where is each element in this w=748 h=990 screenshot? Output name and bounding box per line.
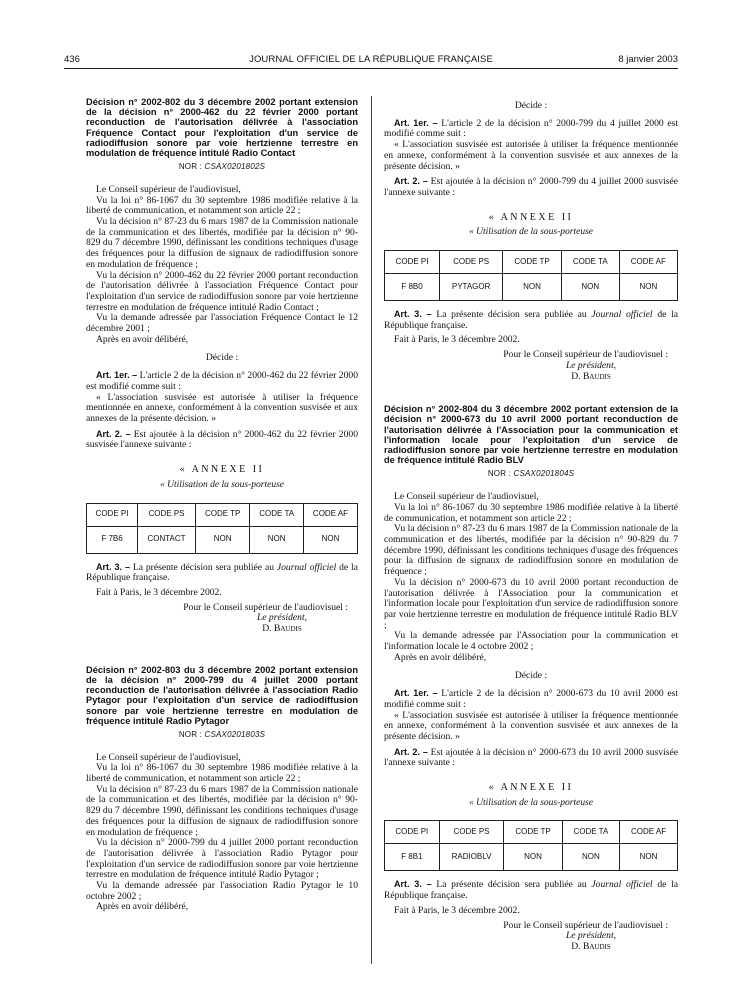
nor-code: CSAX0201803S [204,729,266,739]
paragraph: Vu la décision n° 87-23 du 6 mars 1987 de la Commission nationale de la communication et des libertés, modifiée par la décision n° 90-829 du 7 décembre 1990, définissant les conditions techniques d'usage des fréquences pour la diffusion de signaux de radiodiffusion sonore en modulation de fréquence ; [86,216,358,270]
article-label: Art. 2. – [394,176,428,187]
article-1 [86,370,358,392]
decision-title: Décision n° 2002-803 du 3 décembre 2002 portant extension de la décision n° 2000-799 du 4 juillet 2000 portant reconduction de l'autorisation délivrée à l'association Radio Pytagor pour l'exploitation d'un service de radiodiffusion sonore par voie hertzienne terrestre en modulation de fréquence intitulé Radio Pytagor [86,664,358,726]
decide-heading: Décide : [205,352,239,364]
article-3 [86,562,358,584]
table-row [385,274,678,301]
article-3 [384,879,678,901]
table-header-cell: CODE TP [504,821,562,844]
journal-title: JOURNAL OFFICIEL DE LA RÉPUBLIQUE FRANÇAISE [249,54,493,65]
paragraph: Vu la décision n° 2000-462 du 22 février 2000 portant reconduction de l'autorisation délivrée à l'association Fréquence Contact pour l'exploitation d'un service de radiodiffusion sonore par voie hertzienne terrestre en modulation de fréquence intitulé Radio Contact ; [86,269,358,313]
decision-title: Décision n° 2002-804 du 3 décembre 2002 portant extension de la décision n° 2000-673 du 10 avril 2000 portant reconduction de l'autorisation délivrée à l'Association pour la communication et l'information locale pour l'exploitation d'un service de radiodiffusion sonore par voie hertzienne terrestre en modulation de fréquence intitulé Radio BLV [384,404,678,466]
article-text: Est ajoutée à la décision n° 2000-799 du 4 juillet 2000 susvisée l'annexe suivante : [384,176,678,198]
annexe-subtitle: « Utilisation de la sous-porteuse [468,227,594,238]
paragraph: Vu la loi n° 86-1067 du 30 septembre 1986 modifiée relative à la liberté de communication, et notamment son article 22 ; [384,501,678,524]
left-column [86,97,358,913]
article-text: de la République française. [384,879,679,902]
annexe-title: « ANNEXE II [488,782,574,794]
paragraph: Vu la décision n° 87-23 du 6 mars 1987 de la Commission nationale de la communication et des libertés, modifiée par la décision n° 90-829 du 7 décembre 1990, définissant les conditions techniques d'usage des fréquences pour la diffusion de signaux de radiodiffusion sonore en modulation de fréquence ; [384,523,678,578]
table-cell: NON [620,844,678,871]
paragraph: Vu la décision n° 87-23 du 6 mars 1987 de la Commission nationale de la communication et des libertés, modifiée par la décision n° 90-829 du 7 décembre 1990, définissant les conditions techniques d'usage des fréquences pour la diffusion de signaux de radiodiffusion sonore en modulation de fréquence ; [86,783,358,838]
table-cell: NON [619,274,677,301]
table-header-cell: CODE PS [440,251,503,274]
signature-title-text: Le président, [565,359,617,371]
decision-2002-803-continued [384,101,678,382]
article-label: Art. 3. – [394,879,432,890]
article-label: Art. 1er. – [394,688,438,699]
signature-title [384,931,678,942]
page-header [64,54,678,68]
table-cell: NON [503,274,562,301]
annexe-subtitle: « Utilisation de la sous-porteuse [159,479,285,490]
nor-reference [86,730,358,741]
article-label: Art. 3. – [96,561,130,572]
article-text: de la République française. [384,309,679,331]
subcarrier-table [384,820,678,871]
nor-label: NOR : [487,469,512,479]
table-cell: RADIOBLV [439,844,504,871]
signature-line: Pour le Conseil supérieur de l'audiovisuel : [503,349,668,361]
article-text: L'article 2 de la décision n° 2000-462 du 22 février 2000 est modifié comme suit : [86,370,358,392]
table-cell: NON [561,274,619,301]
signature-line: Pour le Conseil supérieur de l'audiovisuel : [183,601,348,613]
table-cell: F 7B6 [87,526,138,553]
issue-date: 8 janvier 2003 [618,54,678,65]
annexe-title: « ANNEXE II [488,211,574,223]
article-quote: « L'association susvisée est autorisée à utiliser la fréquence mentionnée en annexe, conformément à la convention susvisée et aux annexes de la présente décision. » [384,709,678,742]
article-2 [384,176,678,198]
signature-title [384,361,678,372]
annexe-title: « ANNEXE II [179,464,265,476]
article-label: Art. 2. – [96,428,131,439]
signature-title [86,613,358,624]
fait-a-paris: Fait à Paris, le 3 décembre 2002. [96,586,222,598]
table-header-cell: CODE PI [385,251,440,274]
table-header-cell: CODE AF [303,503,357,526]
decision-2002-804 [384,404,678,952]
article-1 [384,688,678,710]
article-label: Art. 1er. – [96,370,138,381]
table-header-cell: CODE AF [619,251,677,274]
paragraph: Vu la loi n° 86-1067 du 30 septembre 1986 modifiée relative à la liberté de communication, et notamment son article 22 ; [86,194,358,217]
journal-name: Journal officiel [276,561,337,573]
table-header-cell: CODE PI [87,503,138,526]
article-3 [384,309,678,331]
table-header-cell: CODE TA [250,503,304,526]
page-number: 436 [64,54,80,65]
table-cell: NON [504,844,562,871]
nor-code: CSAX0201802S [204,162,266,172]
table-header-cell: CODE TP [195,503,249,526]
fait-a-paris: Fait à Paris, le 3 décembre 2002. [394,334,520,346]
nor-reference [86,162,358,173]
subcarrier-table [86,503,358,554]
paragraph: Après en avoir délibéré, [96,333,189,345]
table-header-cell: CODE PS [138,503,196,526]
article-text: L'article 2 de la décision n° 2000-799 du 4 juillet 2000 est modifié comme suit : [384,117,678,140]
table-header-row [385,251,678,274]
subcarrier-table [384,250,678,301]
signature-name: D. Baudis [571,370,611,382]
article-1 [384,118,678,140]
right-column [384,101,678,953]
article-text: La présente décision sera publiée au [132,561,274,573]
decide-heading: Décide : [514,100,548,111]
table-cell: NON [195,526,249,553]
table-cell: PYTAGOR [440,274,503,301]
paragraph: Vu la demande adressée par l'Association pour la communication et l'information locale le 4 octobre 2002 ; [384,630,678,653]
header-rule [64,68,678,69]
table-cell: F 8B1 [385,844,440,871]
signature-title-text: Le président, [565,930,617,942]
paragraph: Le Conseil supérieur de l'audiovisuel, [96,183,241,195]
table-row [385,844,678,871]
paragraph: Vu la demande adressée par l'association Fréquence Contact le 12 décembre 2001 ; [86,312,358,335]
article-text: L'article 2 de la décision n° 2000-673 du 10 avril 2000 est modifié comme suit : [384,688,678,710]
paragraph: Vu la décision n° 2000-673 du 10 avril 2000 portant reconduction de l'autorisation délivrée à l'Association pour la communication et l'information locale pour l'exploitation d'un service de radiodiffusion sonore par voie hertzienne terrestre en modulation de fréquence intitulé Radio BLV ; [384,576,678,631]
article-text: de la République française. [86,561,358,584]
nor-label: NOR : [178,729,203,739]
article-text: La présente décision sera publiée au [436,309,587,321]
table-header-cell: CODE PI [385,821,440,844]
decision-2002-802 [86,97,358,635]
decision-2002-803 [86,665,358,913]
table-cell: NON [562,844,619,871]
table-header-cell: CODE TA [561,251,619,274]
article-label: Art. 2. – [394,746,428,757]
paragraph: Vu la décision n° 2000-799 du 4 juillet 2000 portant reconduction de l'autorisation délivrée à l'association Radio Pytagor pour l'exploitation d'un service de radiodiffusion sonore par voie hertzienne terrestre en modulation de fréquence intitulé Radio Pytagor ; [86,837,358,881]
journal-name: Journal officiel [591,309,653,321]
paragraph: Vu la loi n° 86-1067 du 30 septembre 1986 modifiée relative à la liberté de communication, et notamment son article 22 ; [86,762,358,785]
table-cell: F 8B0 [385,274,440,301]
paragraph: Après en avoir délibéré, [96,901,189,913]
paragraph: Le Conseil supérieur de l'audiovisuel, [394,491,539,503]
table-cell: CONTACT [138,526,196,553]
article-label: Art. 1er. – [394,117,438,128]
article-label: Art. 3. – [394,309,432,320]
nor-reference [384,469,678,480]
journal-name: Journal officiel [591,879,653,891]
table-header-cell: CODE TP [503,251,562,274]
decide-heading: Décide : [514,670,548,682]
table-header-row [87,503,358,526]
paragraph: Après en avoir délibéré, [394,651,487,663]
paragraph: Le Conseil supérieur de l'audiovisuel, [96,751,241,763]
annexe-subtitle: « Utilisation de la sous-porteuse [468,797,594,808]
decision-title: Décision n° 2002-802 du 3 décembre 2002 portant extension de la décision n° 2000-462 du 22 février 2000 portant reconduction de l'autorisation délivrée à l'association Fréquence Contact pour l'exploitation d'un service de radiodiffusion sonore par voie hertzienne terrestre en modulation de fréquence intitulé Radio Contact [86,97,358,159]
signature-name: D. Baudis [262,623,302,635]
article-quote: « L'association susvisée est autorisée à utiliser la fréquence mentionnée en annexe, conformément à la convention susvisée et aux annexes de la présente décision. » [384,139,678,172]
signature-line: Pour le Conseil supérieur de l'audiovisuel : [503,919,668,931]
table-cell: NON [303,526,357,553]
article-text: La présente décision sera publiée au [436,879,587,891]
fait-a-paris: Fait à Paris, le 3 décembre 2002. [394,904,520,916]
nor-label: NOR : [178,162,203,172]
article-quote: « L'association susvisée est autorisée à utiliser la fréquence mentionnée en annexe, conformément à la convention susvisée et aux annexes de la présente décision. » [86,391,358,424]
signature-title-text: Le président, [256,612,308,624]
article-2 [86,429,358,451]
table-header-cell: CODE TA [562,821,619,844]
table-header-cell: CODE AF [620,821,678,844]
column-divider [371,96,372,964]
nor-code: CSAX0201804S [513,469,575,479]
paragraph: Vu la demande adressée par l'association Radio Pytagor le 10 octobre 2002 ; [86,880,358,902]
article-2 [384,747,678,769]
table-row [87,526,358,553]
table-header-row [385,821,678,844]
signature-name: D. Baudis [571,940,611,952]
table-cell: NON [250,526,304,553]
article-text: Est ajoutée à la décision n° 2000-673 du 10 avril 2000 susvisée l'annexe suivante : [384,746,678,769]
article-text: Est ajoutée à la décision n° 2000-462 du 22 février 2000 susvisée l'annexe suivante : [86,428,358,451]
table-header-cell: CODE PS [439,821,504,844]
